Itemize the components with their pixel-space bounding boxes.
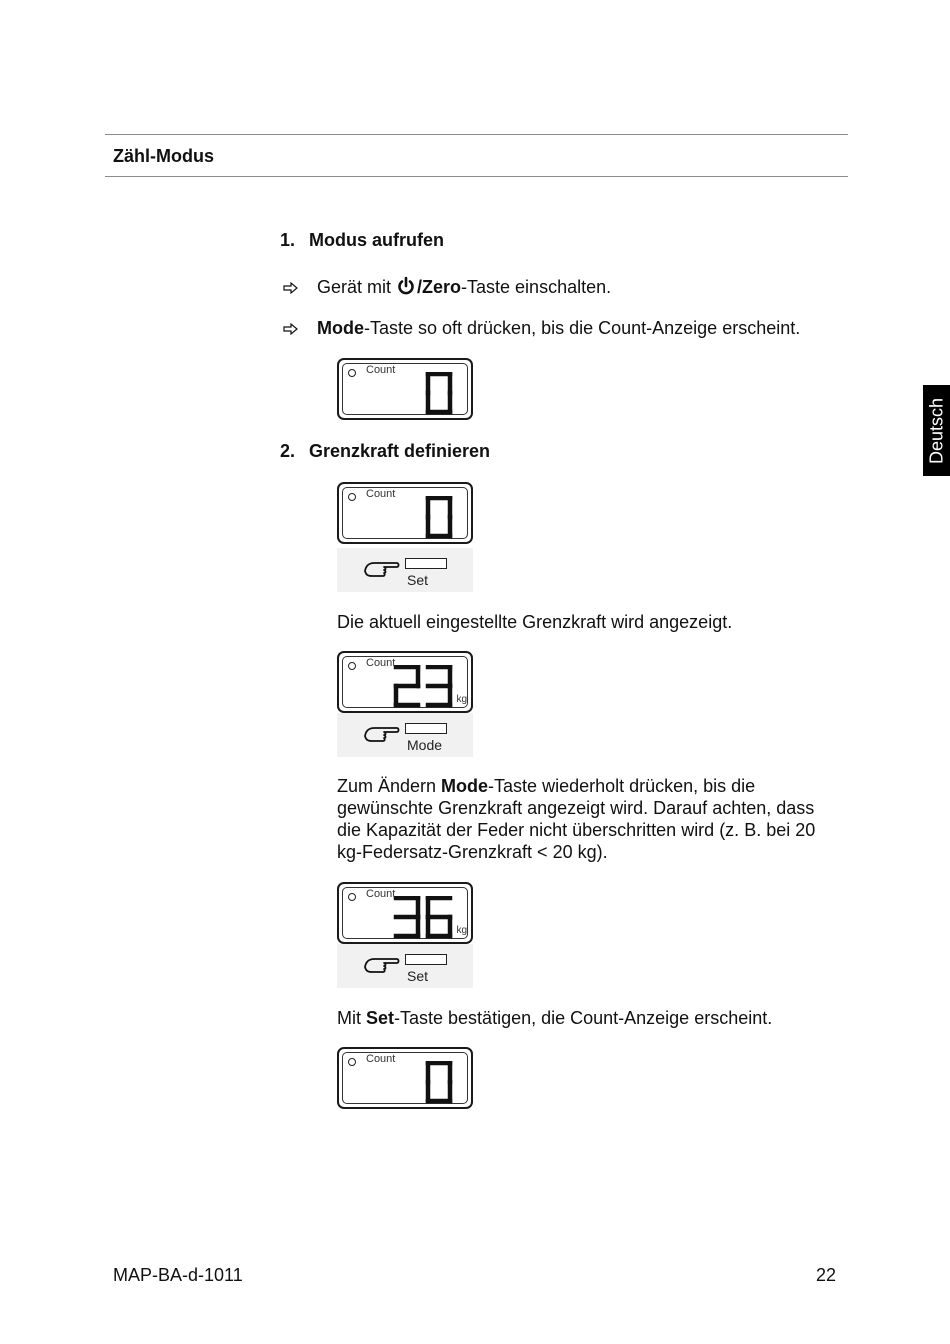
- lcd-display: [337, 651, 473, 713]
- lcd-unit: kg: [456, 925, 467, 936]
- indicator-dot: [348, 369, 356, 377]
- hollow-arrow-icon: [283, 318, 317, 339]
- lcd-display: [337, 1047, 473, 1109]
- indicator-dot: [348, 1058, 356, 1066]
- key-label: Set: [407, 572, 429, 588]
- hollow-arrow-icon: [283, 277, 317, 298]
- step-1-title: Modus aufrufen: [309, 230, 444, 250]
- mode-key-icon: [405, 723, 447, 734]
- document-id: MAP-BA-d-1011: [113, 1265, 243, 1285]
- step-1-bullet-2: Mode-Taste so oft drücken, bis die Count-Anzeige erscheint.: [283, 318, 800, 339]
- pointing-hand-icon: [363, 723, 401, 745]
- paragraph-current-limit: Die aktuell eingestellte Grenzkraft wird angezeigt.: [337, 612, 733, 632]
- step-2-number: 2.: [280, 441, 296, 461]
- indicator-dot: [348, 662, 356, 670]
- key-press-illustration: [337, 548, 473, 592]
- key-label: Mode: [407, 737, 443, 753]
- pointing-hand-icon: [363, 558, 401, 580]
- lcd-mode-label: Count: [366, 657, 396, 669]
- lcd-mode-label: Count: [366, 488, 396, 500]
- step-2-heading: [280, 441, 490, 462]
- lcd-display: [337, 882, 473, 944]
- pointing-hand-icon: [363, 954, 401, 976]
- lcd-digits: [403, 372, 453, 416]
- indicator-dot: [348, 893, 356, 901]
- header-rule-bottom: [105, 176, 848, 177]
- language-tab-label: Deutsch: [926, 397, 946, 464]
- lcd-mode-label: Count: [366, 888, 396, 900]
- step-2-title: Grenzkraft definieren: [309, 441, 491, 461]
- set-key-icon: [405, 954, 447, 965]
- lcd-mode-label: Count: [366, 364, 396, 376]
- power-icon: [396, 276, 416, 301]
- set-key-icon: [405, 558, 447, 569]
- lcd-digits: [403, 496, 453, 540]
- paragraph-confirm: Mit Set-Taste bestätigen, die Count-Anzeige erscheint.: [337, 1008, 773, 1028]
- step-1-bullet-1: Gerät mit /Zero-Taste einschalten.: [283, 276, 611, 301]
- header-rule-top: [105, 134, 848, 135]
- lcd-display: [337, 358, 473, 420]
- page-number: 22: [816, 1265, 837, 1285]
- lcd-digits: [403, 1061, 453, 1105]
- lcd-unit: kg: [456, 694, 467, 705]
- key-press-illustration: [337, 944, 473, 988]
- key-label: Set: [407, 968, 429, 984]
- lcd-digits: [377, 896, 453, 940]
- step-1-number: 1.: [280, 230, 296, 250]
- paragraph-change-limit: Zum Ändern Mode-Taste wiederholt drücken, bis die gewünschte Grenzkraft angezeigt wird. Darauf achten, dass die Kapazität der Feder nicht überschritten wird (z. B. bei 20 kg-Federsatz-Grenzkraft < 20 kg).: [337, 776, 816, 862]
- lcd-display: [337, 482, 473, 544]
- language-tab: [923, 385, 950, 476]
- indicator-dot: [348, 493, 356, 501]
- lcd-digits: [377, 665, 453, 709]
- section-title: Zähl-Modus: [113, 146, 214, 166]
- lcd-mode-label: Count: [366, 1053, 396, 1065]
- step-1-heading: [280, 230, 444, 251]
- key-press-illustration: [337, 713, 473, 757]
